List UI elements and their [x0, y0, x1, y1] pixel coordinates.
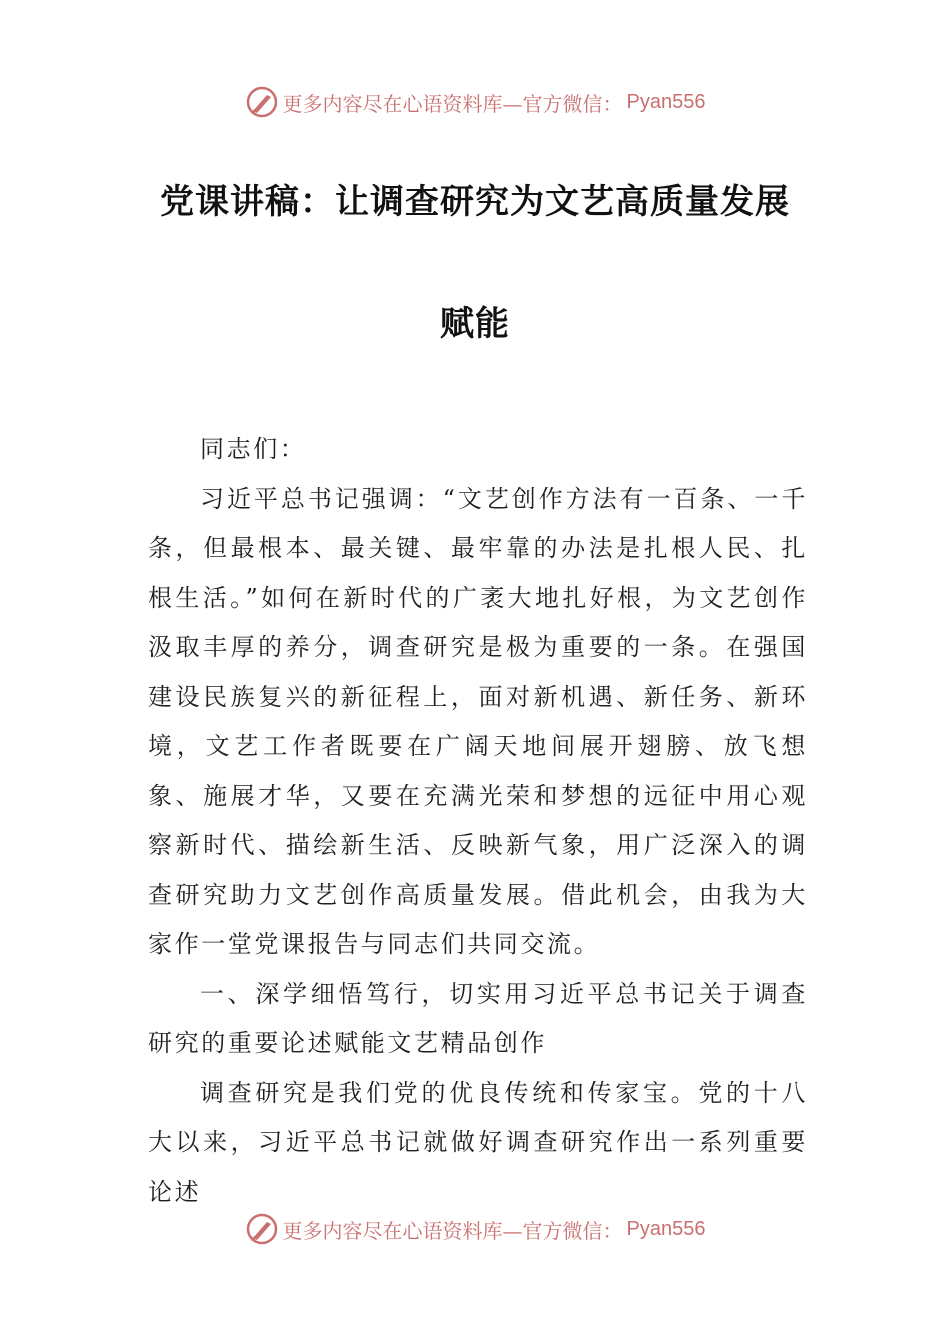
watermark-wechat-id: Pyan556	[626, 90, 706, 113]
pen-nib-logo-icon	[245, 85, 279, 119]
footer-watermark	[0, 1209, 950, 1249]
watermark-text: 更多内容尽在心语资料库—官方微信：	[282, 91, 623, 116]
header-watermark	[0, 82, 950, 122]
salutation: 同志们：	[200, 435, 307, 463]
watermark-wechat-id: Pyan556	[626, 1217, 706, 1240]
paragraph-section-1: 调查研究是我们党的优良传统和传家宝。党的十八大以来，习近平总书记就做好调查研究作出一系列重要论述	[148, 1078, 808, 1206]
document-title-line-1: 党课讲稿：让调查研究为文艺高质量发展	[160, 182, 790, 222]
section-heading-1: 一、深学细悟笃行，切实用习近平总书记关于调查研究的重要论述赋能文艺精品创作	[148, 979, 808, 1057]
document-body	[148, 425, 808, 1217]
document-title-line-2: 赋能	[440, 304, 510, 344]
watermark-text: 更多内容尽在心语资料库—官方微信：	[282, 1218, 623, 1243]
paragraph-intro: 习近平总书记强调：“文艺创作方法有一百条、一千条，但最根本、最关键、最牢靠的办法是扎根人民、扎根生活。”如何在新时代的广袤大地扎好根，为文艺创作汲取丰厚的养分，调查研究是极为重要的一条。在强国建设民族复兴的新征程上，面对新机遇、新任务、新环境，文艺工作者既要在广阔天地间展开翅膀、放飞想象、施展才华，又要在充满光荣和梦想的远征中用心观察新时代、描绘新生活、反映新气象，用广泛深入的调查研究助力文艺创作高质量发展。借此机会，由我为大家作一堂党课报告与同志们共同交流。	[148, 484, 808, 958]
pen-nib-logo-icon	[245, 1212, 279, 1246]
